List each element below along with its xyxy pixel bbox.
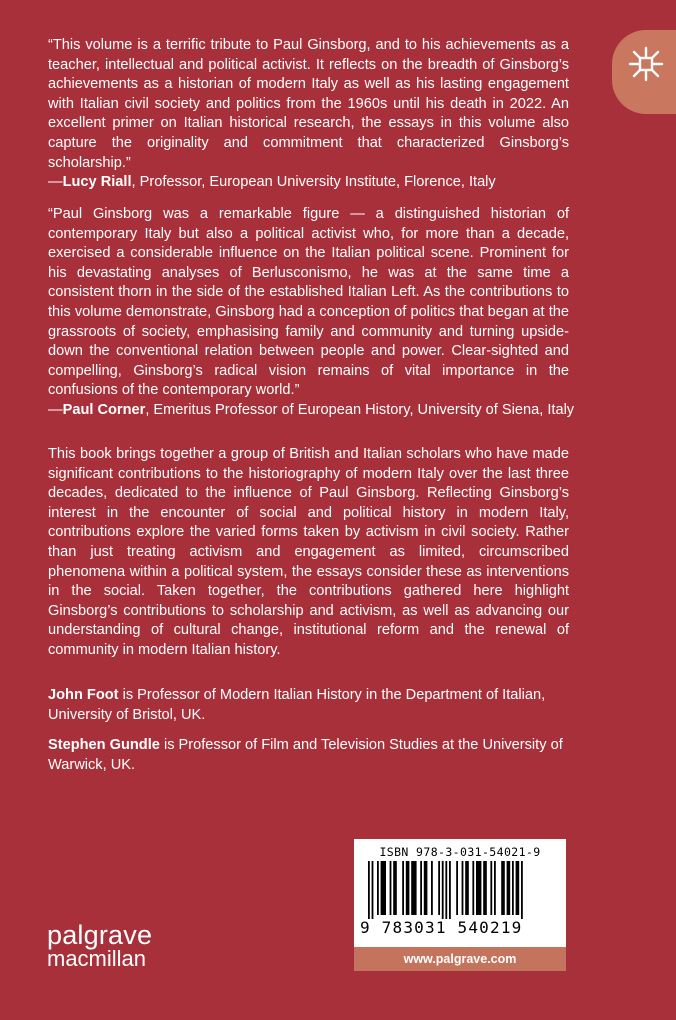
barcode-bar bbox=[438, 861, 440, 915]
barcode-bar bbox=[445, 861, 447, 919]
barcode-digits: 9 783031 540219 bbox=[360, 918, 523, 937]
barcode-bar bbox=[472, 861, 474, 915]
isbn-label: ISBN 978-3-031-54021-9 bbox=[379, 845, 541, 859]
publisher-name-line1: palgrave bbox=[47, 920, 153, 950]
barcode-bar bbox=[377, 861, 379, 915]
endorsement-quote-1 bbox=[48, 36, 569, 193]
barcode-bar bbox=[516, 861, 520, 915]
barcode-bar bbox=[402, 861, 404, 915]
editor-bio: is Professor of Modern Italian History in the Department of Italian, University of Bristol, UK. bbox=[48, 687, 546, 723]
endorsement-quote-2 bbox=[48, 205, 575, 421]
barcode-bar bbox=[521, 861, 523, 919]
barcode-bar bbox=[420, 861, 422, 915]
barcode-bar bbox=[462, 861, 464, 915]
barcode-bar bbox=[372, 861, 374, 919]
barcode-bar bbox=[411, 861, 416, 915]
barcode-bar bbox=[456, 861, 458, 915]
quote-affiliation: , Professor, European University Institute, Florence, Italy bbox=[131, 174, 496, 191]
publisher-name-line2: macmillan bbox=[47, 946, 147, 971]
quote-text: “This volume is a terrific tribute to Paul Ginsborg, and to his achievements as a teacher, intellectual and political activist. It reflects on the breadth of Ginsborg’s achievements as a historian of modern Italy as well as his lasting engagement with Italian civil society and politics from the 1960s until his death in 2022. An excellent primer on Italian historical research, the essays in this volume also capture the originality and commitment that characterized Ginsborg’s scholarship.” bbox=[48, 37, 569, 171]
barcode-bar bbox=[476, 861, 481, 915]
palgrave-star-icon bbox=[626, 44, 666, 84]
editor-bio-1 bbox=[48, 686, 569, 725]
quote-author: Lucy Riall bbox=[62, 174, 132, 191]
barcode-bar bbox=[465, 861, 469, 915]
barcode-bar bbox=[368, 861, 370, 919]
editor-name: John Foot bbox=[48, 687, 119, 703]
barcode-bar bbox=[490, 861, 492, 915]
quote-author: Paul Corner bbox=[62, 401, 146, 418]
palgrave-logo-tab bbox=[612, 30, 676, 114]
publisher-logo bbox=[47, 922, 152, 972]
publisher-website[interactable]: www.palgrave.com bbox=[354, 947, 566, 971]
barcode-bar bbox=[393, 861, 397, 915]
quote-attribution: —Paul Corner, Emeritus Professor of European History, University of Siena, Italy bbox=[48, 401, 575, 418]
barcode-bar bbox=[442, 861, 444, 919]
barcode-bar bbox=[507, 861, 511, 915]
barcode-bar bbox=[390, 861, 392, 915]
editor-bio: is Professor of Film and Television Studies at the University of Warwick, UK. bbox=[48, 737, 563, 773]
barcode-bar bbox=[512, 861, 514, 915]
description-text: This book brings together a group of British and Italian scholars who have made significant contributions to the historiography of modern Italy over the last three decades, dedicated to the influence of Paul Ginsborg. Reflecting Ginsborg’s interest in the encounter of social and political history in modern Italy, contributions explore the varied forms taken by activism in civil society. Rather than just treating activism and engagement as limited, circumscribed phenomena within a political system, the essays consider these as interventions in the social. Taken together, the contributions gathered here highlight Ginsborg’s contributions to scholarship and activism, as well as advancing our understanding of cultural change, institutional reform and the renewal of community in modern Italian history. bbox=[48, 446, 569, 658]
barcode-bar bbox=[494, 861, 496, 915]
editor-bio-2 bbox=[48, 736, 569, 775]
quote-attribution: —Lucy Riall, Professor, European University Institute, Florence, Italy bbox=[48, 174, 496, 191]
barcode-bar bbox=[424, 861, 428, 915]
book-description bbox=[48, 445, 569, 661]
barcode-bar bbox=[431, 861, 433, 915]
editor-name: Stephen Gundle bbox=[48, 737, 160, 753]
barcode-bars bbox=[368, 861, 554, 919]
quote-affiliation: , Emeritus Professor of European History, University of Siena, Italy bbox=[145, 401, 575, 418]
barcode-bar bbox=[501, 861, 505, 915]
barcode-bar bbox=[449, 861, 451, 919]
quote-text: “Paul Ginsborg was a remarkable figure — a distinguished historian of contemporary Italy but also a political activist who, for more than a decade, exercised a considerable influence on the Italian political scene. Prominent for his devastating analyses of Berlusconismo, he was at the same time a consistent thorn in the side of the established Italian Left. As the contributions to this volume demonstrate, Ginsborg had a conception of politics that began at the grassroots of society, emphasising family and community and turning upside-down the conventional relation between people and power. Clear-sighted and compelling, Ginsborg’s radical vision remains of vital importance in the confusions of the contemporary world.” bbox=[48, 206, 569, 399]
barcode-bar bbox=[483, 861, 487, 915]
barcode-bar bbox=[381, 861, 386, 915]
barcode-bar bbox=[406, 861, 410, 915]
